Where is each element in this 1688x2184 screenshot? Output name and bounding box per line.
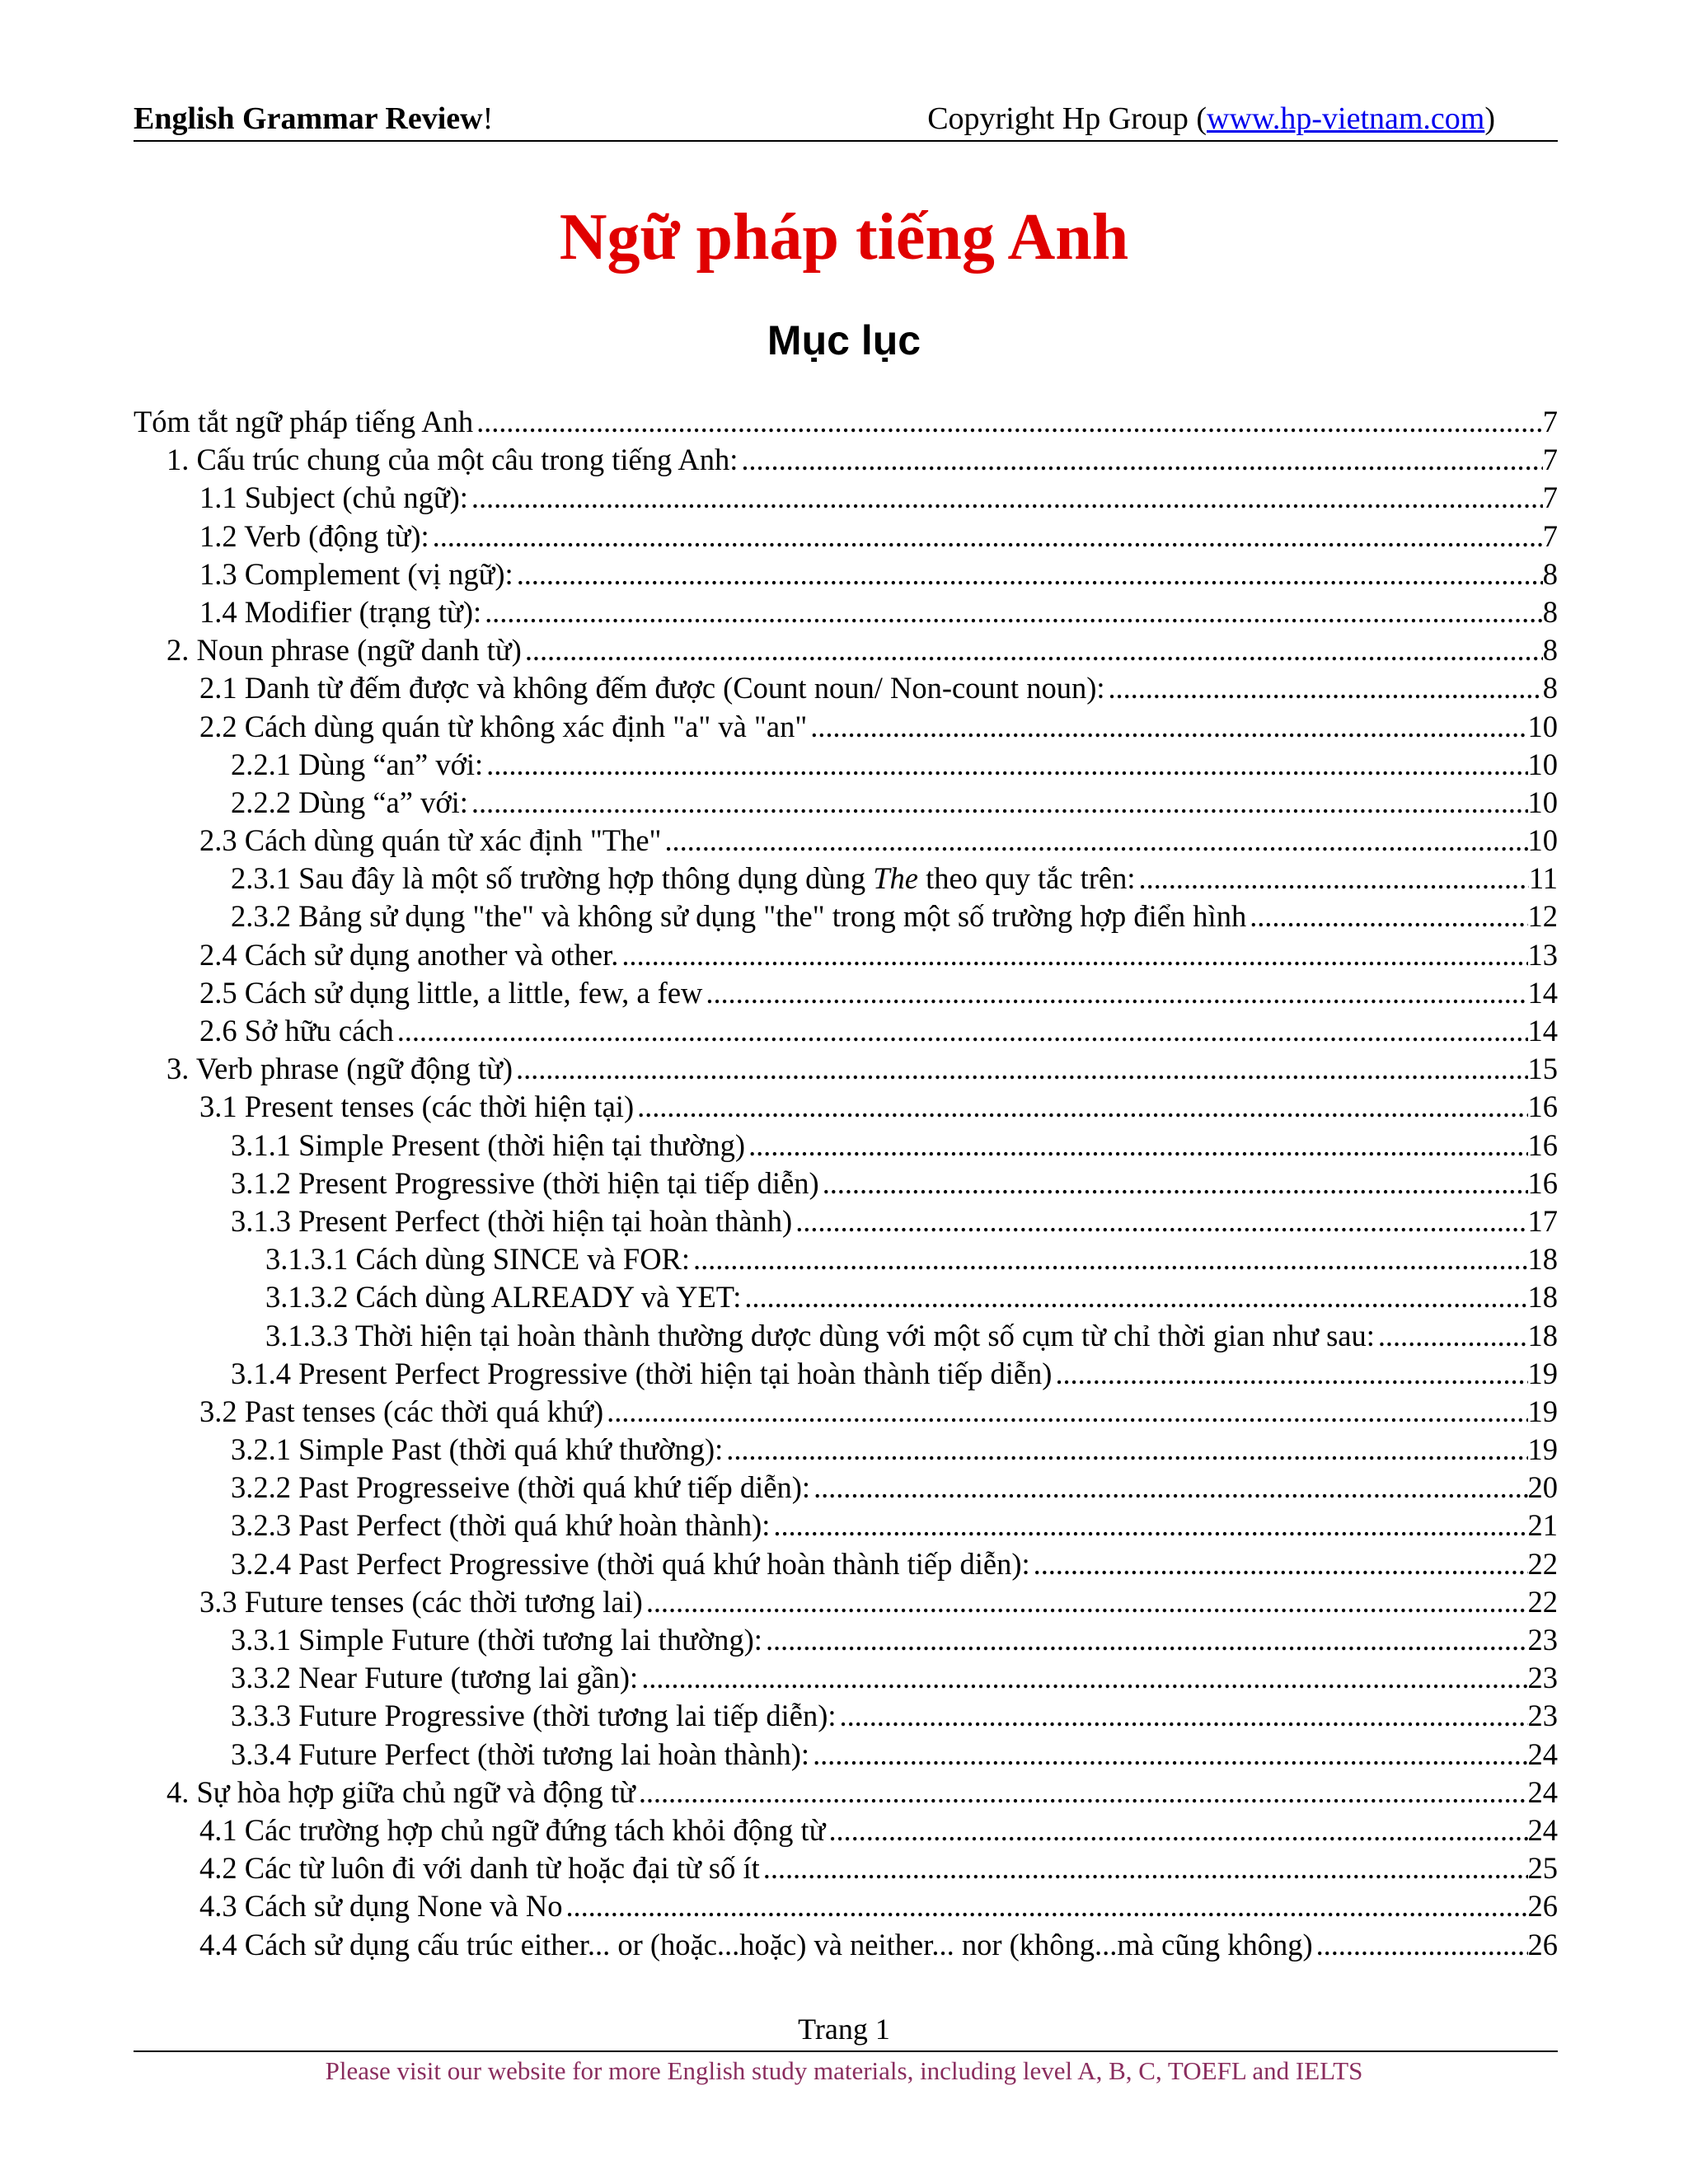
toc-entry-page: 14 [1527,975,1558,1010]
toc-entry-label: 2.2.1 Dùng “an” với: [231,747,484,781]
toc-dot-leader [723,1431,1527,1469]
toc-entry[interactable] [134,1278,1558,1316]
toc-entry-page: 8 [1542,594,1558,629]
toc-entry[interactable] [134,518,1558,555]
toc-entry-label: 4. Sự hòa hợp giữa chủ ngữ và động từ [166,1774,635,1809]
toc-dot-leader [635,1774,1528,1811]
toc-entry-page: 13 [1527,937,1558,972]
toc-entry-page: 16 [1527,1165,1558,1200]
toc-entry-label-part: 2.3.1 Sau đây là một số trường hợp thông dụng dùng [231,861,874,896]
toc-entry-page: 8 [1542,671,1558,705]
page-header [134,97,1558,142]
toc-dot-leader [1030,1545,1528,1583]
toc-entry[interactable] [134,1127,1558,1165]
toc-entry-label: 3.2.2 Past Progresseive (thời quá khứ tiếp diễn): [231,1470,811,1505]
toc-entry-label: 3.1.3.3 Thời hiện tại hoàn thành thường dược dùng với một số cụm từ chỉ thời gian như sau: [265,1318,1375,1352]
toc-entry-label-part: theo quy tắc trên: [917,861,1136,896]
toc-entry-page: 10 [1527,823,1558,858]
copyright-suffix: ) [1484,101,1495,136]
toc-entry-label: 2.1 Danh từ đếm được và không đếm được (Count noun/ Non-count noun): [199,671,1105,705]
header-title-excl: ! [482,101,494,136]
toc-entry-page: 19 [1527,1432,1558,1467]
toc-entry-label: 2.2 Cách dùng quán từ không xác định "a" và "an" [199,709,808,743]
toc-entry[interactable] [134,1545,1558,1583]
toc-entry-label: 1.3 Complement (vị ngữ): [199,556,513,591]
toc-entry-page: 10 [1527,785,1558,819]
toc-dot-leader [468,784,1528,822]
toc-entry-label: 3.2.1 Simple Past (thời quá khứ thường): [231,1432,724,1467]
toc-entry[interactable] [134,784,1558,822]
toc-entry-label: 1.2 Verb (động từ): [199,518,429,553]
toc-dot-leader [809,1736,1527,1774]
toc-entry-page: 22 [1527,1584,1558,1619]
toc-entry-label: 1.1 Subject (chủ ngữ): [199,480,468,515]
table-of-contents [134,403,1558,1964]
toc-entry-label: 3.2.3 Past Perfect (thời quá khứ hoàn thành): [231,1508,771,1543]
toc-entry-page: 7 [1542,518,1558,553]
copyright-link[interactable]: www.hp-vietnam.com [1207,101,1485,136]
footer-note: Please visit our website for more English study materials, including level A, B, C, TOEFL and IELTS [325,2056,1363,2085]
toc-dot-leader [1375,1317,1528,1355]
toc-entry[interactable] [134,1926,1558,1964]
document-title: Ngữ pháp tiếng Anh [559,201,1129,274]
toc-entry-label: 2. Noun phrase (ngữ danh từ) [166,633,522,668]
toc-dot-leader [513,555,1543,593]
toc-entry-page: 23 [1527,1661,1558,1695]
toc-entry-page: 7 [1542,443,1558,477]
toc-dot-leader [690,1240,1527,1278]
toc-entry-page: 7 [1542,405,1558,438]
toc-entry-label: Tóm tắt ngữ pháp tiếng Anh [134,405,474,438]
header-copyright [927,97,1495,140]
toc-entry[interactable] [134,1240,1558,1278]
toc-entry-page: 18 [1527,1318,1558,1352]
toc-entry-page: 10 [1527,747,1558,781]
toc-dot-leader [760,1849,1528,1887]
toc-dot-leader [481,593,1543,631]
toc-dot-leader [618,936,1527,974]
toc-entry[interactable] [134,708,1558,746]
toc-entry-label: 2.5 Cách sử dụng little, a little, few, a few [199,975,703,1010]
toc-entry[interactable] [134,1507,1558,1544]
toc-entry-label: 2.4 Cách sử dụng another và other. [199,937,619,972]
toc-entry[interactable] [134,403,1558,441]
toc-entry[interactable] [134,441,1558,479]
toc-entry[interactable] [134,1050,1558,1088]
toc-entry[interactable] [134,593,1558,631]
toc-entry-label: 3.1.3.1 Cách dùng SINCE và FOR: [265,1242,691,1277]
toc-entry[interactable] [134,974,1558,1012]
toc-entry[interactable] [134,1621,1558,1659]
toc-entry[interactable] [134,669,1558,707]
toc-entry-page: 14 [1527,1014,1558,1047]
toc-dot-leader [1136,860,1529,898]
header-title [134,97,493,140]
toc-dot-leader [643,1583,1528,1621]
toc-dot-leader [825,1811,1527,1849]
toc-entry[interactable] [134,1431,1558,1469]
toc-entry[interactable] [134,1202,1558,1240]
toc-entry-label: 3.1.1 Simple Present (thời hiện tại thường) [231,1127,746,1162]
toc-entry-page: 24 [1527,1736,1558,1771]
toc-dot-leader [741,1278,1527,1316]
toc-entry-label: 4.3 Cách sử dụng None và No [199,1889,563,1924]
toc-entry[interactable] [134,1849,1558,1887]
toc-entry-page: 10 [1527,709,1558,743]
toc-entry-label: 3.3 Future tenses (các thời tương lai) [199,1584,643,1619]
toc-entry[interactable] [134,1469,1558,1507]
toc-entry-label: 3.1.3.2 Cách dùng ALREADY và YET: [265,1280,742,1315]
toc-entry[interactable] [134,898,1558,935]
toc-dot-leader [1052,1355,1527,1393]
toc-entry-page: 23 [1527,1623,1558,1657]
toc-dot-leader [394,1012,1528,1050]
toc-entry[interactable] [134,555,1558,593]
toc-entry[interactable] [134,631,1558,669]
footer-divider [134,2050,1558,2052]
toc-entry[interactable] [134,1659,1558,1697]
toc-entry-page: 18 [1527,1242,1558,1277]
header-title-text: English Grammar Review [134,101,483,136]
toc-entry-label: 1.4 Modifier (trạng từ): [199,594,482,629]
toc-entry[interactable] [134,479,1558,517]
toc-dot-leader [522,631,1543,669]
toc-dot-leader [810,1469,1527,1507]
toc-entry[interactable] [134,1393,1558,1431]
toc-entry-label: 3. Verb phrase (ngữ động từ) [166,1052,513,1086]
toc-entry-label: 3.3.4 Future Perfect (thời tương lai hoàn thành): [231,1736,810,1771]
toc-entry-page: 21 [1527,1508,1558,1543]
toc-entry-label: 2.3 Cách dùng quán từ xác định "The" [199,823,662,858]
toc-entry-page: 19 [1527,1394,1558,1428]
toc-dot-leader [1313,1926,1528,1964]
toc-entry-label: 1. Cấu trúc chung của một câu trong tiếng Anh: [166,443,738,477]
toc-entry[interactable] [134,1088,1558,1126]
toc-entry-label: 2.2.2 Dùng “a” với: [231,785,468,819]
toc-dot-leader [770,1507,1527,1544]
toc-entry-page: 26 [1527,1927,1558,1961]
toc-entry-label: 3.1.2 Present Progressive (thời hiện tại tiếp diễn) [231,1165,819,1200]
toc-entry-page: 17 [1527,1203,1558,1238]
toc-entry-label-italic: The [873,861,918,896]
toc-dot-leader [513,1050,1527,1088]
toc-entry-label: 4.2 Các từ luôn đi với danh từ hoặc đại từ số ít [199,1851,760,1886]
toc-entry-page: 8 [1542,633,1558,668]
toc-entry-label: 4.1 Các trường hợp chủ ngữ đứng tách khỏi động từ [199,1812,826,1847]
toc-entry-page: 18 [1527,1280,1558,1315]
toc-entry[interactable] [134,1317,1558,1355]
toc-entry[interactable] [134,1774,1558,1811]
copyright-prefix: Copyright Hp Group ( [927,101,1207,136]
toc-entry-page: 24 [1527,1812,1558,1847]
toc-entry[interactable] [134,1811,1558,1849]
toc-entry[interactable] [134,1697,1558,1735]
toc-entry-page: 12 [1527,899,1558,934]
toc-dot-leader [562,1887,1527,1925]
toc-entry-page: 16 [1527,1127,1558,1162]
toc-entry[interactable] [134,936,1558,974]
toc-entry-page: 23 [1527,1699,1558,1733]
toc-entry-page: 16 [1527,1090,1558,1124]
toc-entry[interactable] [134,1583,1558,1621]
toc-dot-leader [1105,669,1543,707]
toc-entry-label: 3.1.3 Present Perfect (thời hiện tại hoàn thành) [231,1203,793,1238]
toc-entry[interactable] [134,822,1558,860]
toc-entry-label: 3.2 Past tenses (các thời quá khứ) [199,1394,604,1428]
toc-entry-label: 3.1.4 Present Perfect Progressive (thời hiện tại hoàn thành tiếp diễn) [231,1356,1053,1390]
toc-dot-leader [819,1165,1528,1202]
toc-entry-page: 20 [1527,1470,1558,1505]
toc-dot-leader [762,1621,1528,1659]
toc-entry-label: 3.3.1 Simple Future (thời tương lai thường): [231,1623,762,1657]
toc-dot-leader [468,479,1543,517]
toc-entry-label: 4.4 Cách sử dụng cấu trúc either... or (hoặc...hoặc) và neither... nor (không...mà cũng không) [199,1927,1313,1961]
toc-entry-label: 3.3.2 Near Future (tương lai gần): [231,1661,639,1695]
toc-entry-page: 15 [1527,1052,1558,1086]
toc-entry-page: 25 [1527,1851,1558,1886]
toc-entry-label: 3.2.4 Past Perfect Progressive (thời quá khứ hoàn thành tiếp diễn): [231,1546,1030,1581]
toc-dot-leader [837,1697,1528,1735]
toc-dot-leader [603,1393,1527,1431]
toc-entry-page: 11 [1528,861,1558,896]
toc-dot-leader [429,518,1543,555]
toc-dot-leader [702,974,1527,1012]
toc-entry-label: 2.6 Sở hữu cách [199,1014,394,1047]
toc-entry-page: 19 [1527,1356,1558,1390]
toc-entry[interactable] [134,746,1558,784]
toc-entry-page: 24 [1527,1774,1558,1809]
toc-entry[interactable] [134,1165,1558,1202]
toc-entry-label: 3.1 Present tenses (các thời hiện tại) [199,1090,635,1124]
toc-entry-label [231,860,1136,898]
toc-heading: Mục lục [767,317,921,363]
toc-dot-leader [745,1127,1527,1165]
toc-entry-page: 7 [1542,480,1558,515]
toc-dot-leader [634,1088,1527,1126]
toc-entry[interactable] [134,1736,1558,1774]
toc-dot-leader [792,1202,1527,1240]
toc-entry-label: 3.3.3 Future Progressive (thời tương lai tiếp diễn): [231,1699,837,1733]
toc-dot-leader [473,403,1543,441]
toc-dot-leader [807,708,1527,746]
toc-entry-page: 22 [1527,1546,1558,1581]
page-number: Trang 1 [798,2013,890,2046]
toc-entry[interactable] [134,1355,1558,1393]
toc-entry-page: 8 [1542,556,1558,591]
toc-entry[interactable] [134,1887,1558,1925]
toc-dot-leader [738,441,1542,479]
toc-entry-page: 26 [1527,1889,1558,1924]
toc-dot-leader [1246,898,1527,935]
toc-dot-leader [638,1659,1527,1697]
toc-dot-leader [483,746,1527,784]
toc-entry-label: 2.3.2 Bảng sử dụng "the" và không sử dụng "the" trong một số trường hợp điển hình [231,899,1247,934]
toc-dot-leader [661,822,1527,860]
toc-entry[interactable] [134,860,1558,898]
toc-entry[interactable] [134,1012,1558,1050]
